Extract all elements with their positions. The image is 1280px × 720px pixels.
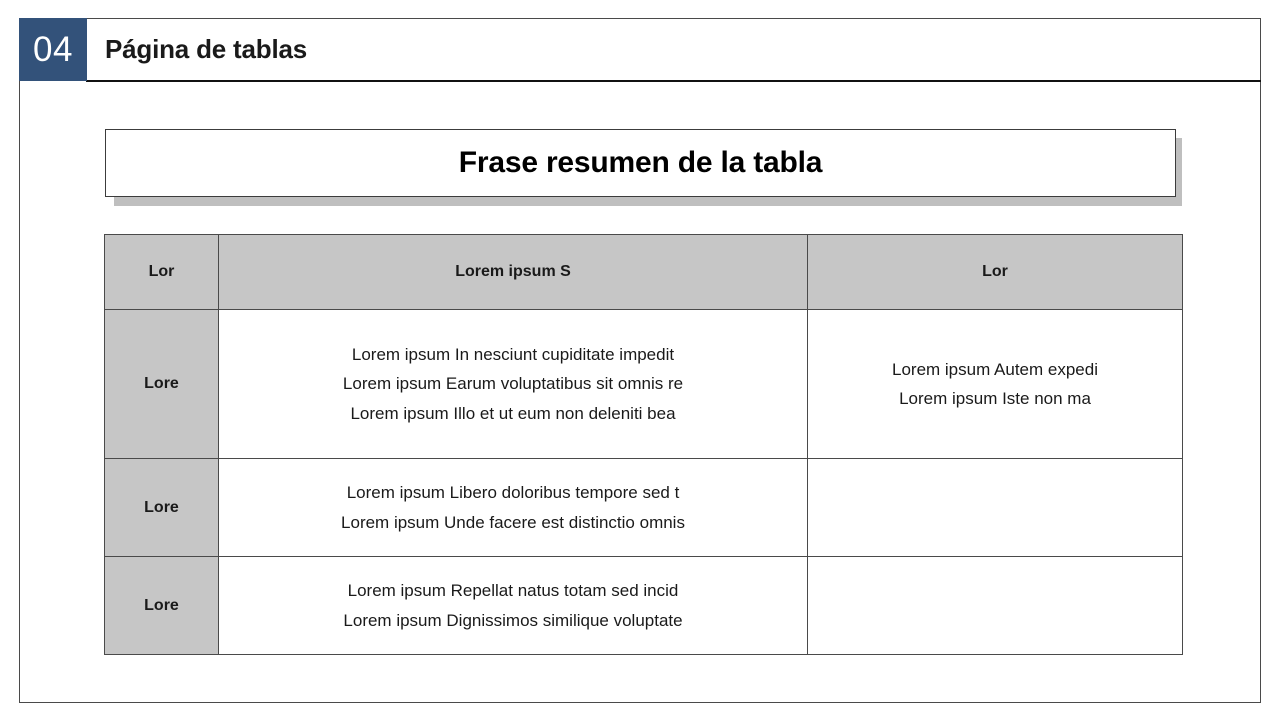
data-table xyxy=(104,234,1183,655)
row-cell-middle xyxy=(219,459,808,557)
section-number-text: 04 xyxy=(33,30,73,69)
cell-line: Lorem ipsum Iste non ma xyxy=(899,389,1091,408)
cell-line: Lorem ipsum In nesciunt cupiditate impedit xyxy=(351,345,675,365)
summary-banner xyxy=(105,129,1182,206)
column-header-2: Lorem ipsum S xyxy=(219,235,808,310)
table-row xyxy=(105,310,1183,459)
row-cell-right xyxy=(808,557,1183,655)
row-label: Lore xyxy=(105,310,219,459)
page-title: Página de tablas xyxy=(105,33,307,64)
cell-line: Lorem ipsum Dignissimos similique voluptate xyxy=(343,610,683,630)
row-cell-right xyxy=(808,459,1183,557)
table-row xyxy=(105,459,1183,557)
cell-line: Lorem ipsum Repellat natus totam sed incid xyxy=(347,581,679,601)
summary-banner-box xyxy=(105,129,1176,197)
row-cell-middle xyxy=(219,557,808,655)
table-header-row xyxy=(105,235,1183,310)
cell-line: Lorem ipsum Earum voluptatibus sit omnis re xyxy=(342,374,684,394)
cell-line: Lorem ipsum Illo et ut eum non deleniti bea xyxy=(350,403,676,423)
row-cell-middle xyxy=(219,310,808,459)
cell-line: Lorem ipsum Unde facere est distinctio omnis xyxy=(341,512,685,532)
row-label: Lore xyxy=(105,459,219,557)
row-label: Lore xyxy=(105,557,219,655)
cell-line: Lorem ipsum Libero doloribus tempore sed t xyxy=(346,483,680,503)
row-cell-right xyxy=(808,310,1183,459)
column-header-3: Lor xyxy=(808,235,1183,310)
slide-header xyxy=(19,18,1261,81)
header-divider-rule xyxy=(86,80,1261,82)
summary-banner-text: Frase resumen de la tabla xyxy=(458,146,823,179)
table-row xyxy=(105,557,1183,655)
section-number-badge xyxy=(19,18,87,81)
cell-line: Lorem ipsum Autem expedi xyxy=(892,359,1098,379)
column-header-1: Lor xyxy=(105,235,219,310)
